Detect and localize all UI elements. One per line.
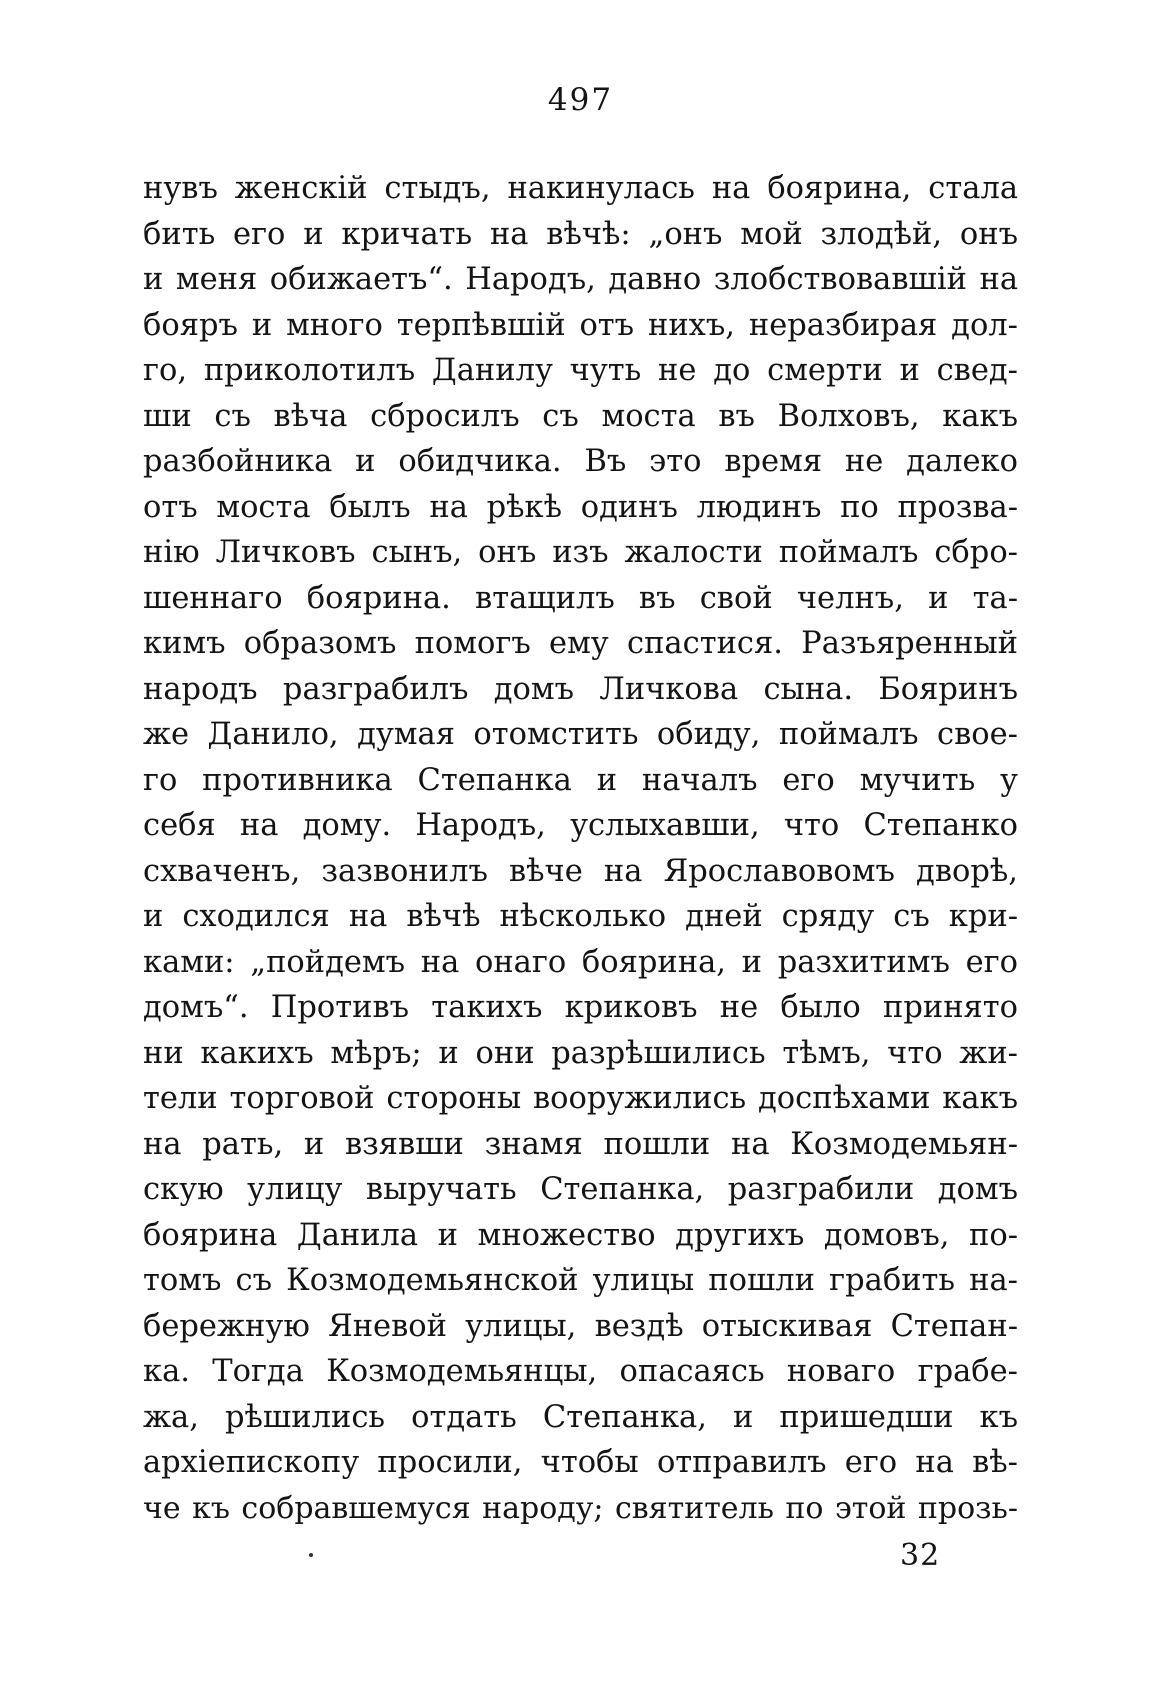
page-number: 497 [547, 82, 614, 118]
text-line: го противника Степанка и началъ его мучить у [143, 762, 1018, 798]
text-line: домъ“. Противъ такихъ криковъ не было принято [143, 990, 1018, 1025]
text-line: отъ моста былъ на рѣкѣ одинъ людинъ по прозва- [143, 489, 1018, 525]
text-line: томъ съ Козмодемьянской улицы пошли грабить на- [143, 1263, 1018, 1298]
text-line: себя на дому. Народъ, услыхавши, что Степанко [143, 808, 1018, 843]
text-line: же Данило, думая отомстить обиду, поймалъ свое- [143, 717, 1018, 752]
signature-mark: 32 [900, 1538, 941, 1573]
text-line: на рать, и взявши знамя пошли на Козмодемьян- [143, 1126, 1018, 1162]
text-line: разбойника и обидчика. Въ это время не далеко [143, 444, 1018, 479]
text-line: жа, рѣшились отдать Степанка, и пришедши къ [143, 1399, 1018, 1435]
text-line: бояръ и много терпѣвшій отъ нихъ, неразбирая дол- [143, 307, 1018, 343]
text-line: тели торговой стороны вооружились доспѣхами какъ [143, 1081, 1018, 1116]
text-line: ками: „пойдемъ на онаго боярина, и разхитимъ его [143, 944, 1018, 980]
text-line: шеннаго боярина. втащилъ въ свой челнъ, и та- [143, 580, 1018, 616]
text-line: боярина Данила и множество другихъ домовъ, по- [143, 1217, 1018, 1253]
text-line: и меня обижаетъ“. Народъ, давно злобствовавшій на [143, 262, 1018, 297]
text-line: кимъ образомъ помогъ ему спастися. Разъяренный [143, 626, 1018, 661]
body-text [143, 166, 1018, 1531]
text-line: скую улицу выручать Степанка, разграбили домъ [143, 1172, 1018, 1207]
text-line: ка. Тогда Козмодемьянцы, опасаясь новаго грабе- [143, 1354, 1018, 1389]
text-line: бить его и кричать на вѣчѣ: „онъ мой злодѣй, онъ [143, 216, 1018, 252]
text-line: бережную Яневой улицы, вездѣ отыскивая Степан- [143, 1308, 1018, 1344]
print-speck [309, 1553, 313, 1557]
text-line: го, приколотилъ Данилу чуть не до смерти и свед- [143, 353, 1018, 388]
text-line: нувъ женскій стыдъ, накинулась на боярина, стала [143, 171, 1018, 206]
text-line: и сходился на вѣчѣ нѣсколько дней сряду съ кри- [143, 899, 1018, 934]
text-line: нію Личковъ сынъ, онъ изъ жалости поймалъ сбро- [143, 535, 1018, 570]
text-line: ни какихъ мѣръ; и они разрѣшились тѣмъ, что жи- [143, 1035, 1018, 1071]
text-line: схваченъ, зазвонилъ вѣче на Ярославовомъ дворѣ, [143, 853, 1018, 889]
text-line: архіепископу просили, чтобы отправилъ его на вѣ- [143, 1445, 1018, 1480]
text-line: ши съ вѣча сбросилъ съ моста въ Волховъ, какъ [143, 398, 1018, 434]
text-line: народъ разграбилъ домъ Личкова сына. Бояринъ [143, 671, 1018, 707]
text-line: че къ собравшемуся народу; святитель по этой прозь- [143, 1490, 1018, 1526]
